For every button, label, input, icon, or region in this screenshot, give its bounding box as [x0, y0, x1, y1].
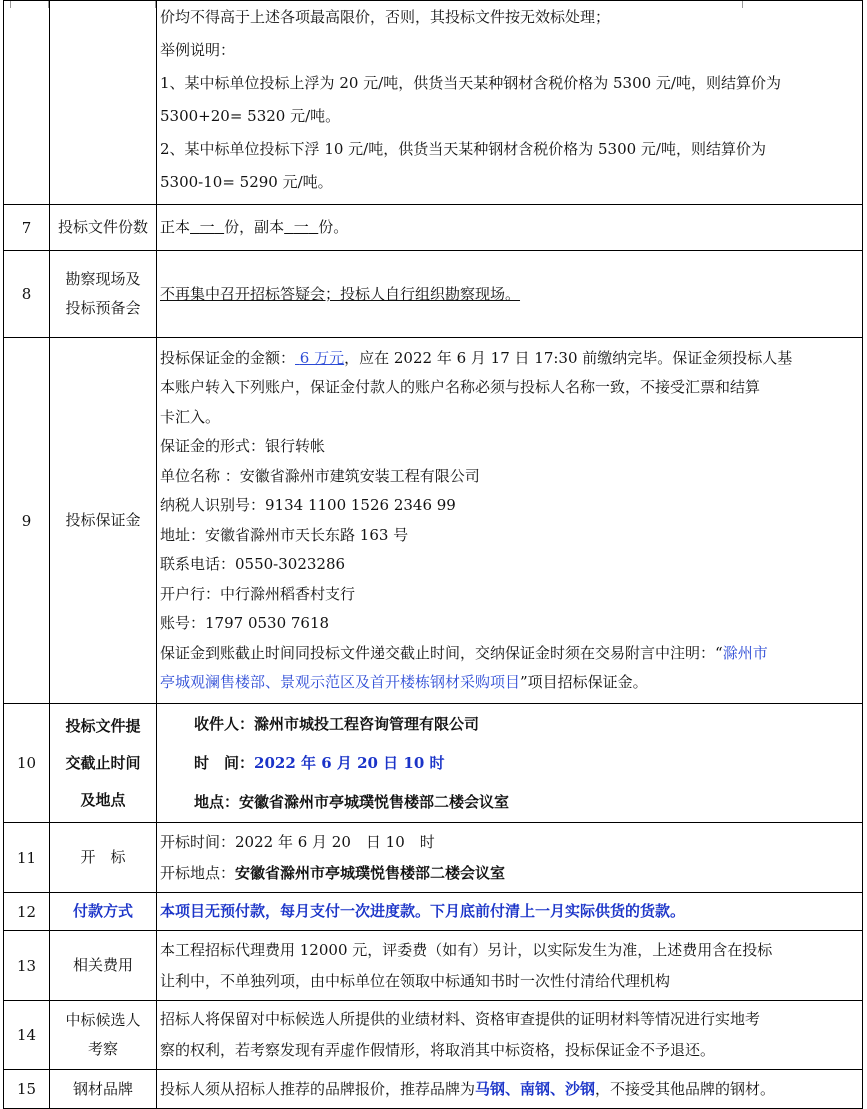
duplicate-count: 一	[293, 218, 309, 236]
row-number: 10	[4, 704, 50, 823]
row-number: 12	[4, 893, 50, 931]
account-number: 账号：1797 0530 7618	[160, 614, 330, 632]
row-label: 投标文件份数	[50, 205, 157, 251]
table-row	[4, 823, 863, 893]
brand-list: 马钢、南钢、沙钢	[475, 1079, 596, 1098]
deadline: 时 间：2022 年 6 月 20 日 10 时	[194, 753, 445, 772]
row-content: 投标人须从招标人推荐的品牌报价，推荐品牌为马钢、南钢、沙钢，不接受其他品牌的钢材。	[157, 1070, 863, 1109]
content-line: 2、某中标单位投标下浮 10 元/吨，供货当天某种钢材含税价格为 5300 元/吨，则结算价为	[160, 140, 766, 158]
row-content	[157, 1001, 863, 1070]
phone: 联系电话：0550-3023286	[160, 555, 346, 573]
row-number-cell	[4, 1, 50, 205]
content-line: 本工程招标代理费用 12000 元，评委费（如有）另计，以实际发生为准，上述费用含在投标	[160, 940, 773, 959]
table-row	[4, 931, 863, 1001]
row-label: 中标候选人 考察	[50, 1001, 157, 1070]
content-line: 1、某中标单位投标上浮为 20 元/吨，供货当天某种钢材含税价格为 5300 元/吨，则结算价为	[160, 74, 781, 92]
row-content	[157, 931, 863, 1001]
deposit-amount-line: 投标保证金的金额： 6 万元，应在 2022 年 6 月 17 日 17:30 前缴纳完毕。保证金须投标人基	[160, 348, 793, 367]
row-content	[157, 205, 863, 251]
content-line: 5300-10= 5290 元/吨。	[160, 173, 333, 191]
tender-info-table	[3, 0, 863, 1109]
content-line: 招标人将保留对中标候选人所提供的业绩材料、资格审查提供的证明材料等情况进行实地考	[160, 1010, 761, 1028]
original-count: 一	[199, 218, 215, 236]
row-content	[157, 704, 863, 823]
table-row	[4, 1070, 863, 1109]
row-label: 投标文件提 交截止时间 及地点	[50, 704, 157, 823]
deadline-value: 2022 年 6 月 20 日 10 时	[254, 753, 445, 772]
receiver: 收件人：滁州市城投工程咨询管理有限公司	[194, 714, 480, 733]
row-content-cell	[157, 1, 863, 205]
row-number: 8	[4, 251, 50, 338]
row-label: 勘察现场及 投标预备会	[50, 251, 157, 338]
content-line: 卡汇入。	[160, 407, 221, 426]
table-row	[4, 704, 863, 823]
address: 地址：安徽省滁州市天长东路 163 号	[160, 525, 409, 544]
project-name: 亭城观澜售楼部、景观示范区及首开楼栋钢材采购项目	[160, 673, 521, 691]
row-content	[157, 251, 863, 338]
copies-text: 正本	[160, 218, 191, 236]
opening-time: 开标时间：2022 年 6 月 20 日 10 时	[160, 832, 435, 851]
table-row	[4, 338, 863, 704]
row-content	[157, 338, 863, 704]
table-row	[4, 251, 863, 338]
row-number: 11	[4, 823, 50, 893]
row-label: 付款方式	[50, 893, 157, 931]
content-line: 让利中，不单独列项，由中标单位在领取中标通知书时一次性付清给代理机构	[160, 971, 671, 990]
deposit-form: 保证金的形式：银行转帐	[160, 437, 326, 455]
site-visit-text: 不再集中召开招标答疑会；投标人自行组织勘察现场。	[160, 284, 521, 303]
row-number: 15	[4, 1070, 50, 1109]
payment-terms: 本项目无预付款，每月支付一次进度款。下月底前付清上一月实际供货的货款。	[157, 893, 863, 931]
deposit-note-cont: 亭城观澜售楼部、景观示范区及首开楼栋钢材采购项目”项目招标保证金。	[160, 673, 648, 691]
bank: 开户行：中行滁州稻香村支行	[160, 584, 356, 603]
row-content	[157, 823, 863, 893]
row-number: 7	[4, 205, 50, 251]
table-row	[4, 1001, 863, 1070]
deposit-amount: 6 万元	[299, 348, 345, 367]
copies-text: 份。	[318, 218, 349, 236]
table-row	[4, 205, 863, 251]
copies-text: 份，副本	[224, 218, 285, 236]
row-label: 相关费用	[50, 931, 157, 1001]
submit-place: 地点：安徽省滁州市亭城璞悦售楼部二楼会议室	[194, 792, 510, 811]
row-label: 投标保证金	[50, 338, 157, 704]
row-number: 9	[4, 338, 50, 704]
content-line: 举例说明：	[160, 41, 236, 59]
table-row	[4, 893, 863, 931]
table-row	[4, 1, 863, 205]
row-label: 钢材品牌	[50, 1070, 157, 1109]
taxpayer-id: 纳税人识别号：9134 1100 1526 2346 99	[160, 496, 456, 514]
content-line: 察的权利，若考察发现有弄虚作假情形，将取消其中标资格，投标保证金不予退还。	[160, 1041, 716, 1059]
row-label-cell	[50, 1, 157, 205]
content-line: 价均不得高于上述各项最高限价，否则，其投标文件按无效标处理；	[160, 8, 611, 26]
row-number: 13	[4, 931, 50, 1001]
deposit-note: 保证金到账截止时间同投标文件递交截止时间，交纳保证金时须在交易附言中注明：“滁州市	[160, 643, 768, 662]
account-unit-name: 单位名称 ：安徽省滁州市建筑安装工程有限公司	[160, 466, 480, 485]
content-line: 5300+20= 5320 元/吨。	[160, 107, 341, 125]
content-line: 本账户转入下列账户，保证金付款人的账户名称必须与投标人名称一致，不接受汇票和结算	[160, 378, 761, 396]
row-number: 14	[4, 1001, 50, 1070]
opening-place: 开标地点：安徽省滁州市亭城璞悦售楼部二楼会议室	[160, 863, 506, 882]
row-label: 开 标	[50, 823, 157, 893]
